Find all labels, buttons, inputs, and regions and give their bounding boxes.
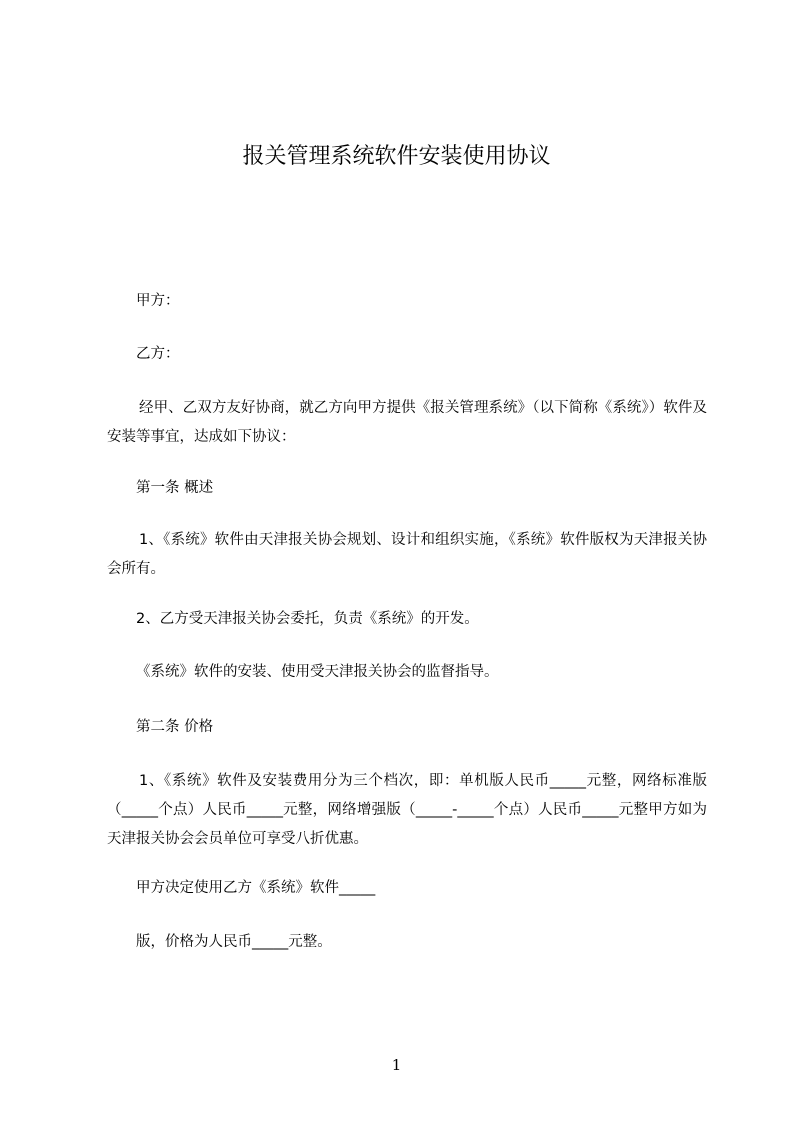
section2-item3: 版，价格为人民币_____元整。	[136, 934, 332, 950]
document-title: 报关管理系统软件安装使用协议	[242, 144, 551, 169]
section2-item2: 甲方决定使用乙方《系统》软件_____	[136, 880, 376, 896]
page-number: 1	[391, 1056, 402, 1074]
party-a-label: 甲方：	[136, 293, 180, 309]
section1-item1: 1、《系统》软件由天津报关协会规划、设计和组织实施，《系统》软件版权为天津报关协会所有。	[107, 532, 707, 577]
section2-heading: 第二条 价格	[136, 719, 214, 735]
section1-item2: 2、乙方受天津报关协会委托，负责《系统》的开发。	[136, 611, 479, 627]
party-b-label: 乙方：	[136, 346, 180, 362]
section1-item3: 《系统》软件的安装、使用受天津报关协会的监督指导。	[136, 664, 499, 680]
section2-item1: 1、《系统》软件及安装费用分为三个档次，即：单机版人民币_____元整，网络标准版（_____个点）人民币_____元整，网络增强版（_____-_____个点）人民币_____元整甲方如为天津报关协会会员单位可享受八折优惠。	[107, 773, 707, 847]
section1-heading: 第一条 概述	[136, 480, 214, 496]
intro-paragraph: 经甲、乙双方友好协商，就乙方向甲方提供《报关管理系统》（以下简称《系统》）软件及安装等事宜，达成如下协议：	[107, 400, 707, 445]
